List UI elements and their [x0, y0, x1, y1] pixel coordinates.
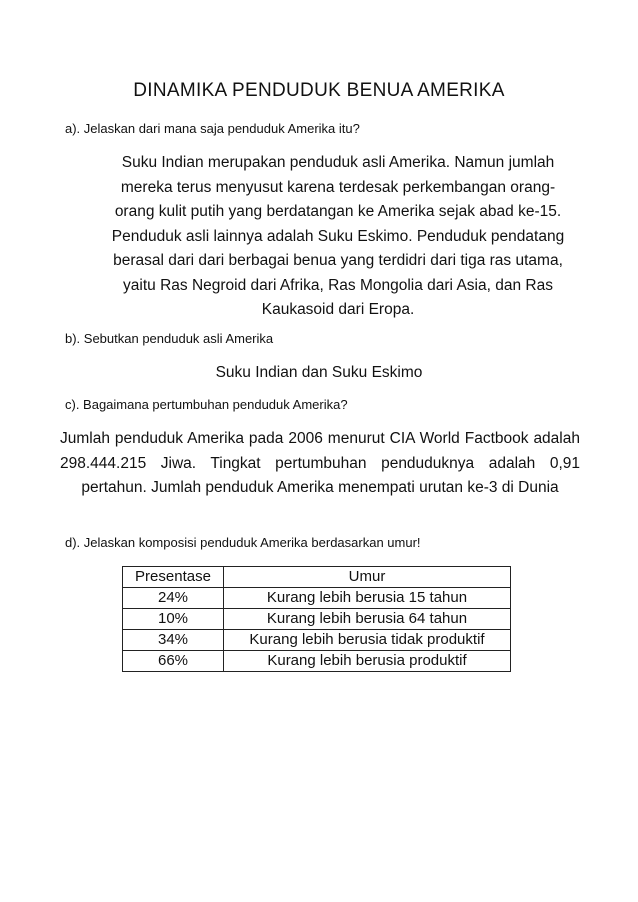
answer-b: Suku Indian dan Suku Eskimo	[215, 364, 423, 381]
cell-age: Kurang lebih berusia produktif	[224, 651, 511, 672]
question-d: d). Jelaskan komposisi penduduk Amerika berdasarkan umur!	[65, 535, 421, 550]
table-row	[123, 651, 511, 672]
cell-age: Kurang lebih berusia 15 tahun	[224, 588, 511, 609]
table-row	[123, 630, 511, 651]
table-row	[123, 588, 511, 609]
answer-c: Jumlah penduduk Amerika pada 2006 menurut CIA World Factbook adalah 298.444.215 Jiwa. Tingkat pertumbuhan penduduknya adalah 0,91 pertahun. Jumlah penduduk Amerika menempati urutan ke-3 di Dunia	[60, 430, 580, 496]
table-header-row	[123, 567, 511, 588]
cell-age: Kurang lebih berusia tidak produktif	[224, 630, 511, 651]
page-title: DINAMIKA PENDUDUK BENUA AMERIKA	[133, 80, 505, 101]
answer-a: Suku Indian merupakan penduduk asli Amerika. Namun jumlah mereka terus menyusut karena terdesak perkembangan orang-orang kulit putih yang berdatangan ke Amerika sejak abad ke-15. Penduduk asli lainnya adalah Suku Eskimo. Penduduk pendatang berasal dari dari berbagai benua yang terdidri dari tiga ras utama, yaitu Ras Negroid dari Afrika, Ras Mongolia dari Asia, dan Ras Kaukasoid dari Eropa.	[111, 154, 565, 318]
header-percentage: Presentase	[123, 567, 224, 588]
cell-percentage: 10%	[123, 609, 224, 630]
table-row	[123, 609, 511, 630]
cell-percentage: 34%	[123, 630, 224, 651]
question-a: a). Jelaskan dari mana saja penduduk Amerika itu?	[65, 121, 360, 136]
question-b: b). Sebutkan penduduk asli Amerika	[65, 331, 274, 346]
header-age: Umur	[224, 567, 511, 588]
age-composition-table	[122, 566, 511, 672]
cell-age: Kurang lebih berusia 64 tahun	[224, 609, 511, 630]
question-c: c). Bagaimana pertumbuhan penduduk Amerika?	[65, 397, 348, 412]
cell-percentage: 24%	[123, 588, 224, 609]
cell-percentage: 66%	[123, 651, 224, 672]
